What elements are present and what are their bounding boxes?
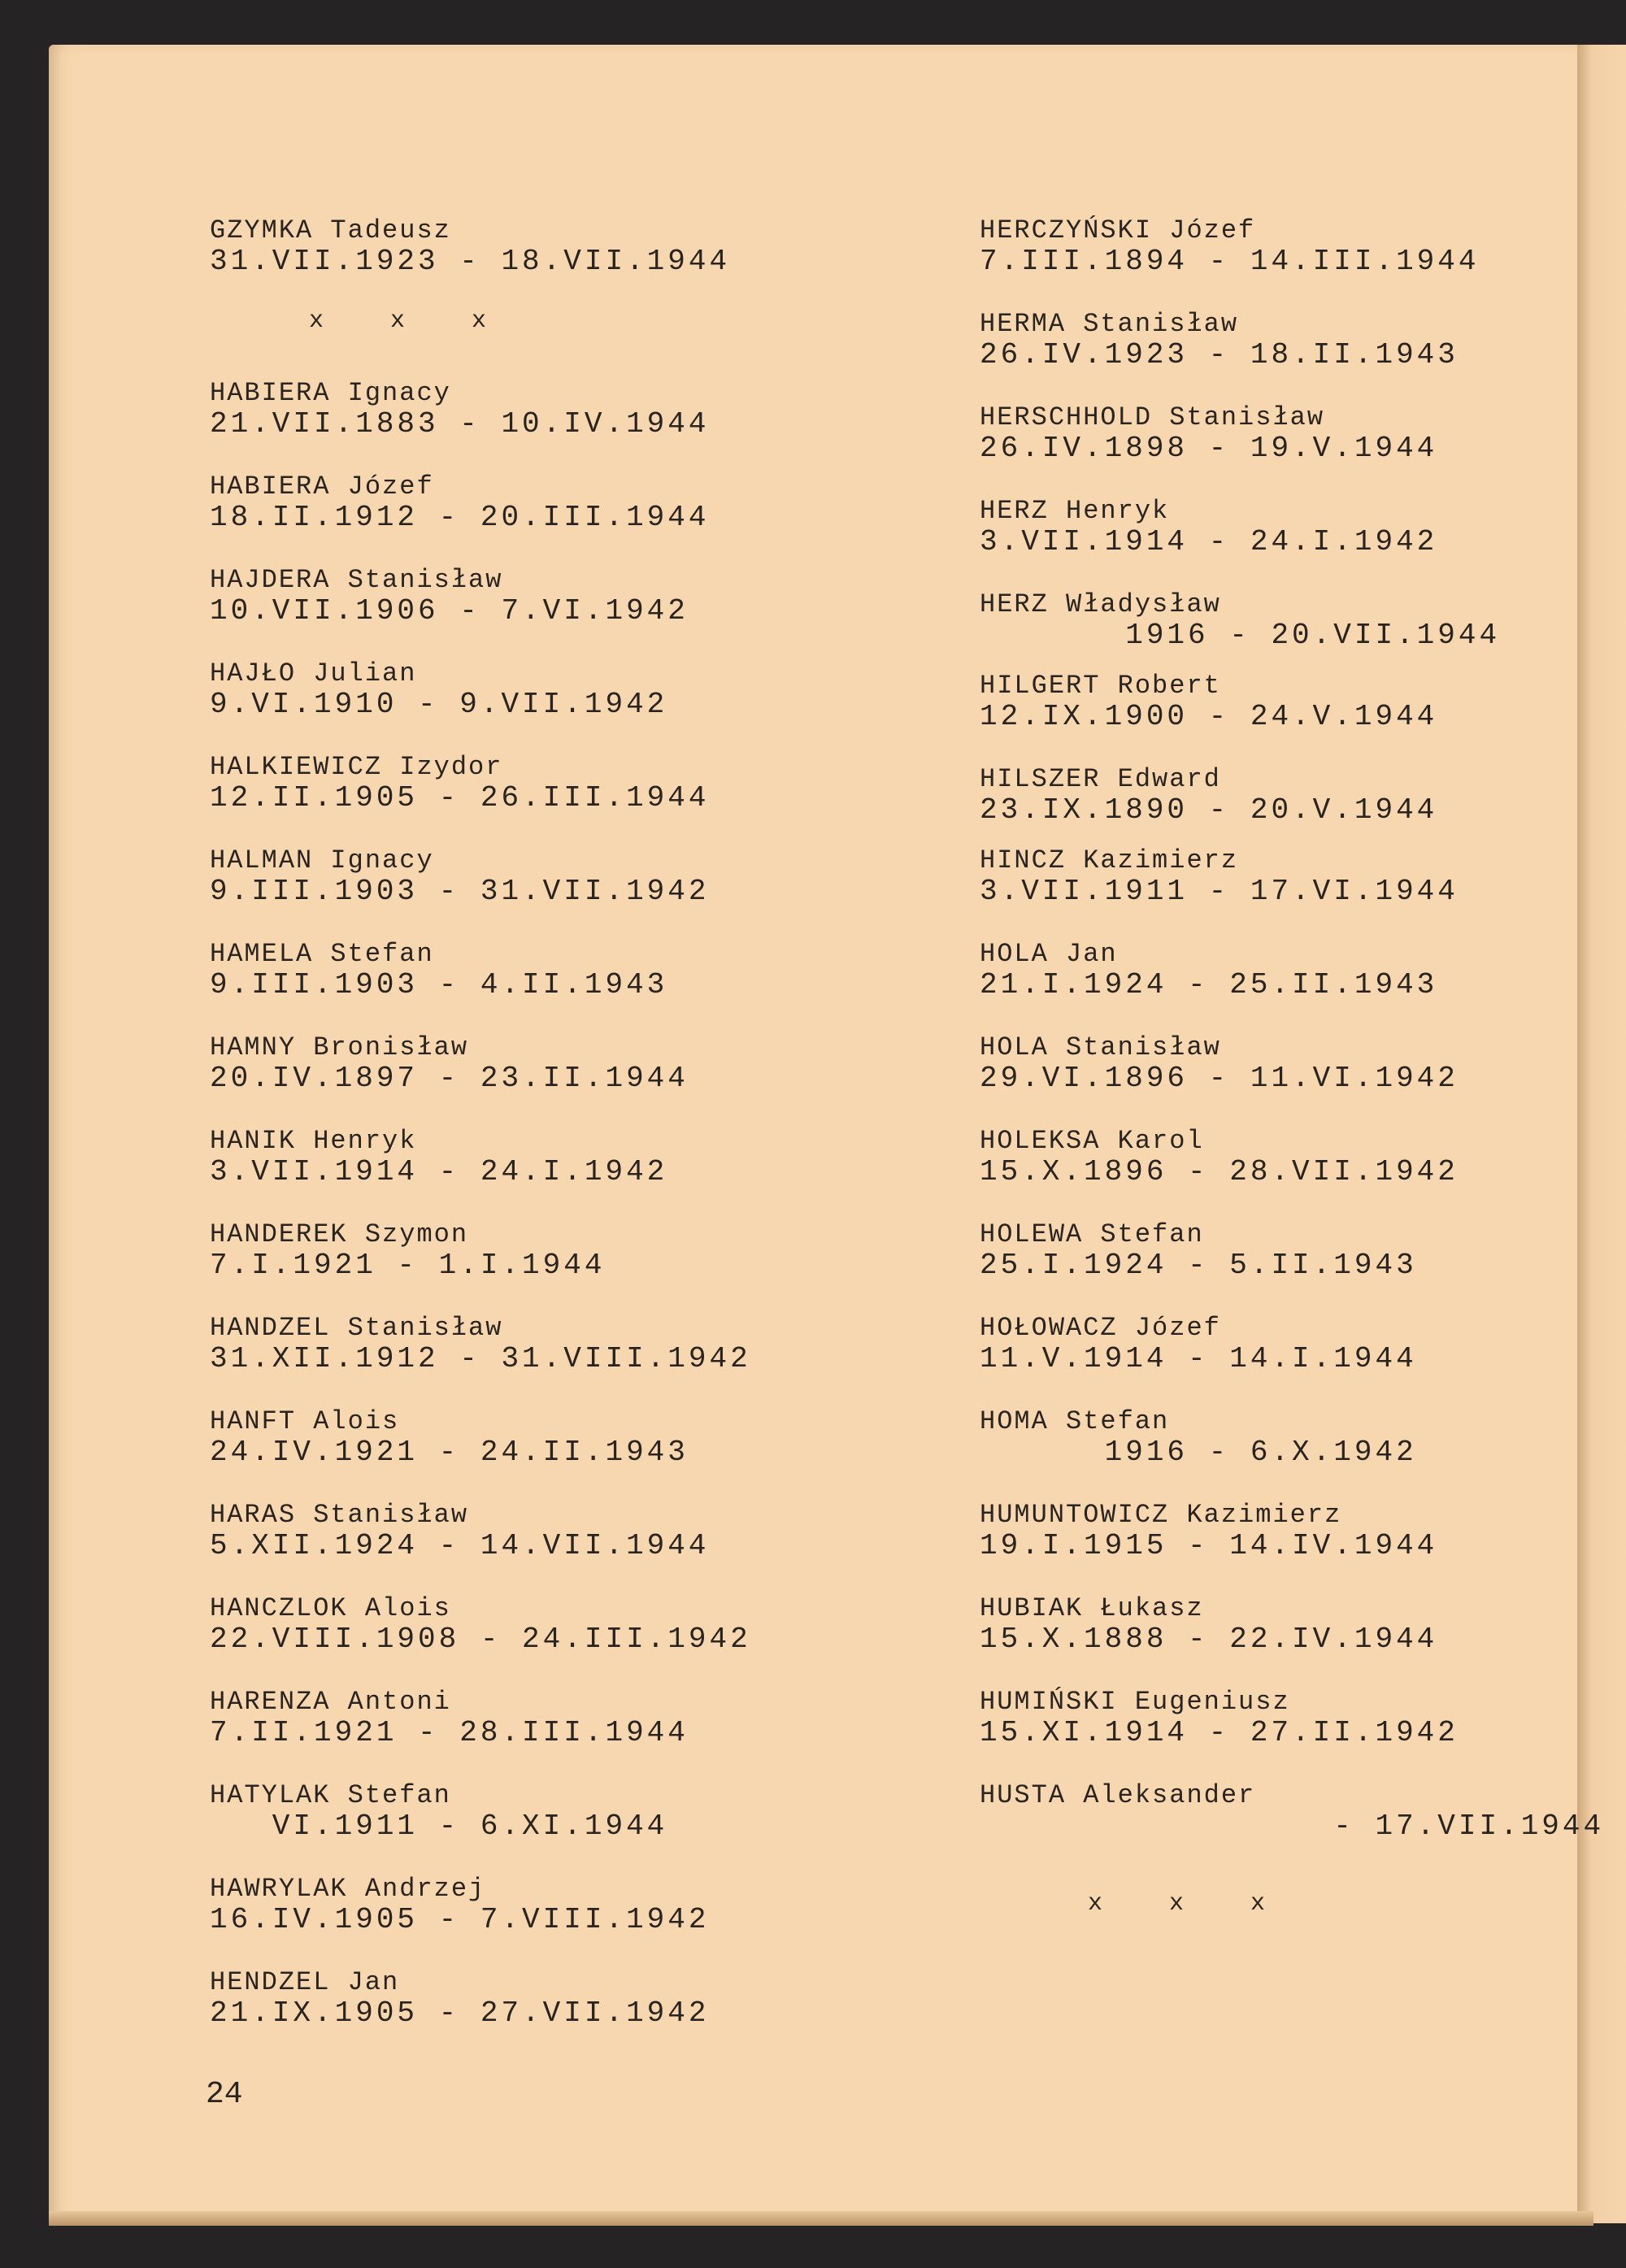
entry-name: HERZ Henryk xyxy=(980,496,1170,526)
entry-dates: 25.I.1924 - 5.II.1943 xyxy=(980,1249,1417,1282)
entry-name: HARENZA Antoni xyxy=(210,1687,451,1717)
entry-dates: 15.X.1888 - 22.IV.1944 xyxy=(980,1623,1438,1656)
entry-dates: 31.VII.1923 - 18.VII.1944 xyxy=(210,245,731,278)
list-item xyxy=(980,589,1500,651)
entry-dates: 26.IV.1898 - 19.V.1944 xyxy=(980,432,1438,465)
list-item xyxy=(210,845,709,907)
list-item xyxy=(210,939,667,1001)
entry-dates: 18.II.1912 - 20.III.1944 xyxy=(210,501,710,534)
entry-dates: 31.XII.1912 - 31.VIII.1942 xyxy=(210,1342,751,1375)
entry-name: HAWRYLAK Andrzej xyxy=(210,1874,486,1904)
list-item xyxy=(210,658,667,720)
entry-name: HAJDERA Stanisław xyxy=(210,565,503,595)
entry-dates: 3.VII.1911 - 17.VI.1944 xyxy=(980,875,1459,908)
list-item xyxy=(210,1687,689,1749)
list-item xyxy=(980,1219,1417,1281)
entry-name: HANDEREK Szymon xyxy=(210,1219,469,1249)
entry-name: HOLEWA Stefan xyxy=(980,1219,1204,1249)
entry-dates: 21.IX.1905 - 27.VII.1942 xyxy=(210,1996,710,2030)
entry-dates: 29.VI.1896 - 11.VI.1942 xyxy=(980,1062,1459,1095)
entry-dates: 12.IX.1900 - 24.V.1944 xyxy=(980,700,1438,733)
list-item xyxy=(980,215,1479,277)
entry-dates: 22.VIII.1908 - 24.III.1942 xyxy=(210,1623,751,1656)
entry-dates: - 17.VII.1944 xyxy=(980,1810,1605,1843)
separator-top: x x x xyxy=(309,307,489,335)
entry-name: HALKIEWICZ Izydor xyxy=(210,752,503,782)
entry-name: HAJŁO Julian xyxy=(210,658,417,689)
entry-dates: 7.I.1921 - 1.I.1944 xyxy=(210,1249,606,1282)
entry-name: HOŁOWACZ Józef xyxy=(980,1313,1221,1343)
list-item xyxy=(980,939,1437,1001)
entry-name: HINCZ Kazimierz xyxy=(980,845,1239,875)
entry-dates: 21.VII.1883 - 10.IV.1944 xyxy=(210,407,710,441)
entry-name: HOLA Stanisław xyxy=(980,1032,1221,1062)
list-item xyxy=(210,1967,709,2029)
entry-name: HERSCHHOLD Stanisław xyxy=(980,402,1325,432)
entry-name: HATYLAK Stefan xyxy=(210,1780,451,1810)
entry-name: HUSTA Aleksander xyxy=(980,1780,1256,1810)
entry-dates: VI.1911 - 6.XI.1944 xyxy=(210,1810,668,1843)
list-item xyxy=(980,402,1437,464)
list-item xyxy=(210,1500,709,1562)
list-item xyxy=(980,1500,1437,1562)
list-item xyxy=(980,496,1437,558)
list-item xyxy=(210,471,709,533)
entry-name: HOMA Stefan xyxy=(980,1406,1170,1436)
entry-name: HAMNY Bronisław xyxy=(210,1032,469,1062)
list-item xyxy=(980,1406,1417,1468)
entry-dates: 11.V.1914 - 14.I.1944 xyxy=(980,1342,1417,1375)
entry-name: HILGERT Robert xyxy=(980,671,1221,701)
entry-dates: 19.I.1915 - 14.IV.1944 xyxy=(980,1529,1438,1562)
list-item xyxy=(210,1313,751,1375)
entry-dates: 12.II.1905 - 26.III.1944 xyxy=(210,781,710,815)
entry-dates: 1916 - 6.X.1942 xyxy=(980,1436,1417,1469)
entry-name: HANIK Henryk xyxy=(210,1126,417,1156)
entry-dates: 5.XII.1924 - 14.VII.1944 xyxy=(210,1529,710,1562)
entry-dates: 9.VI.1910 - 9.VII.1942 xyxy=(210,688,668,721)
entry-dates: 21.I.1924 - 25.II.1943 xyxy=(980,968,1438,1001)
entry-name: HUMIŃSKI Eugeniusz xyxy=(980,1687,1290,1717)
entry-name: HENDZEL Jan xyxy=(210,1967,400,1997)
entry-name: HUBIAK Łukasz xyxy=(980,1593,1204,1623)
entry-dates: 9.III.1903 - 31.VII.1942 xyxy=(210,875,710,908)
entry-dates: 16.IV.1905 - 7.VIII.1942 xyxy=(210,1903,710,1936)
list-item xyxy=(980,1687,1459,1749)
entry-name: HILSZER Edward xyxy=(980,764,1221,794)
entry-name: HERCZYŃSKI Józef xyxy=(980,215,1256,245)
list-item xyxy=(980,309,1459,371)
entry-name: HERMA Stanisław xyxy=(980,309,1239,339)
entry-dates: 15.XI.1914 - 27.II.1942 xyxy=(980,1716,1459,1749)
entry-name: HANFT Alois xyxy=(210,1406,400,1436)
list-item xyxy=(210,1780,667,1842)
list-item xyxy=(980,1126,1459,1188)
list-item xyxy=(210,1126,667,1188)
list-item xyxy=(210,215,730,277)
entry-dates: 1916 - 20.VII.1944 xyxy=(980,619,1501,652)
list-item xyxy=(980,845,1459,907)
next-page-edge xyxy=(1577,45,1626,2223)
entry-dates: 20.IV.1897 - 23.II.1944 xyxy=(210,1062,689,1095)
list-item xyxy=(980,1780,1604,1842)
entry-name: HUMUNTOWICZ Kazimierz xyxy=(980,1500,1342,1530)
entry-name: HERZ Władysław xyxy=(980,589,1221,619)
list-item xyxy=(980,764,1437,826)
entry-name: HABIERA Józef xyxy=(210,471,434,502)
entry-name: HABIERA Ignacy xyxy=(210,378,451,408)
entry-dates: 10.VII.1906 - 7.VI.1942 xyxy=(210,594,689,628)
entry-dates: 26.IV.1923 - 18.II.1943 xyxy=(980,338,1459,371)
list-item xyxy=(210,1593,751,1655)
entry-name: HARAS Stanisław xyxy=(210,1500,469,1530)
list-item xyxy=(210,1874,709,1936)
entry-name: GZYMKA Tadeusz xyxy=(210,215,451,245)
entry-dates: 24.IV.1921 - 24.II.1943 xyxy=(210,1436,689,1469)
entry-dates: 7.II.1921 - 28.III.1944 xyxy=(210,1716,689,1749)
list-item xyxy=(980,1593,1437,1655)
entry-name: HANDZEL Stanisław xyxy=(210,1313,503,1343)
entry-dates: 15.X.1896 - 28.VII.1942 xyxy=(980,1155,1459,1188)
entry-name: HOLEKSA Karol xyxy=(980,1126,1204,1156)
list-item xyxy=(210,1219,605,1281)
separator-bottom: x x x xyxy=(1088,1890,1267,1918)
page-number: 24 xyxy=(206,2077,243,2112)
list-item xyxy=(210,378,709,440)
page-bottom-edge xyxy=(49,2211,1593,2226)
list-item xyxy=(210,752,709,814)
entry-dates: 3.VII.1914 - 24.I.1942 xyxy=(210,1155,668,1188)
list-item xyxy=(210,1406,689,1468)
entry-dates: 7.III.1894 - 14.III.1944 xyxy=(980,245,1480,278)
entry-dates: 23.IX.1890 - 20.V.1944 xyxy=(980,793,1438,827)
entry-name: HAMELA Stefan xyxy=(210,939,434,969)
list-item xyxy=(980,1313,1417,1375)
entry-name: HOLA Jan xyxy=(980,939,1118,969)
entry-name: HANCZLOK Alois xyxy=(210,1593,451,1623)
list-item xyxy=(980,671,1437,732)
list-item xyxy=(210,565,689,627)
entry-dates: 3.VII.1914 - 24.I.1942 xyxy=(980,525,1438,558)
entry-name: HALMAN Ignacy xyxy=(210,845,434,875)
list-item xyxy=(980,1032,1459,1094)
list-item xyxy=(210,1032,689,1094)
entry-dates: 9.III.1903 - 4.II.1943 xyxy=(210,968,668,1001)
